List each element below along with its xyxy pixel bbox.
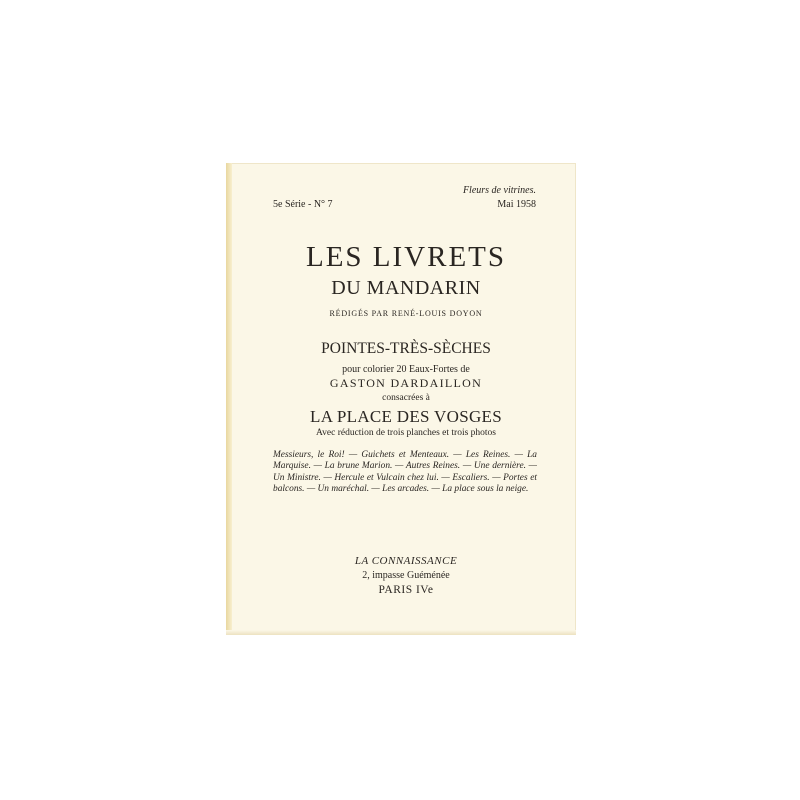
- series-number: 5e Série - N° 7: [273, 199, 333, 210]
- contents-list: Messieurs, le Roi! — Guichets et Menteaux. — Les Reines. — La Marquise. — La brune Marion. — Autres Reines. — Une dernière. — Un Ministre. — Hercule et Vulcain chez lui. — Escaliers. — Portes et balcons. — Un maréchal. — Les arcades. — La place sous la neige.: [273, 450, 537, 494]
- main-title: LES LIVRETS: [305, 241, 507, 273]
- description-line-5: Avec réduction de trois planches et trois photos: [315, 428, 496, 438]
- publisher-address: 2, impasse Guéménée: [362, 570, 450, 581]
- artist-name: GASTON DARDAILLON: [329, 376, 483, 390]
- booklet-cover: [226, 163, 576, 635]
- publication-date: Mai 1958: [497, 199, 536, 210]
- header-note: Fleurs de vitrines.: [462, 185, 536, 196]
- subtitle: DU MANDARIN: [331, 277, 481, 299]
- description-line-3: consacrées à: [382, 393, 430, 403]
- publisher-city: PARIS IVe: [378, 584, 434, 596]
- place-title: LA PLACE DES VOSGES: [310, 407, 502, 426]
- editor-credit: RÉDIGÉS PAR RENÉ-LOUIS DOYON: [329, 309, 483, 318]
- description-line-1: pour colorier 20 Eaux-Fortes de: [342, 364, 470, 375]
- work-title: POINTES-TRÈS-SÈCHES: [321, 340, 491, 357]
- publisher-name: LA CONNAISSANCE: [354, 555, 458, 567]
